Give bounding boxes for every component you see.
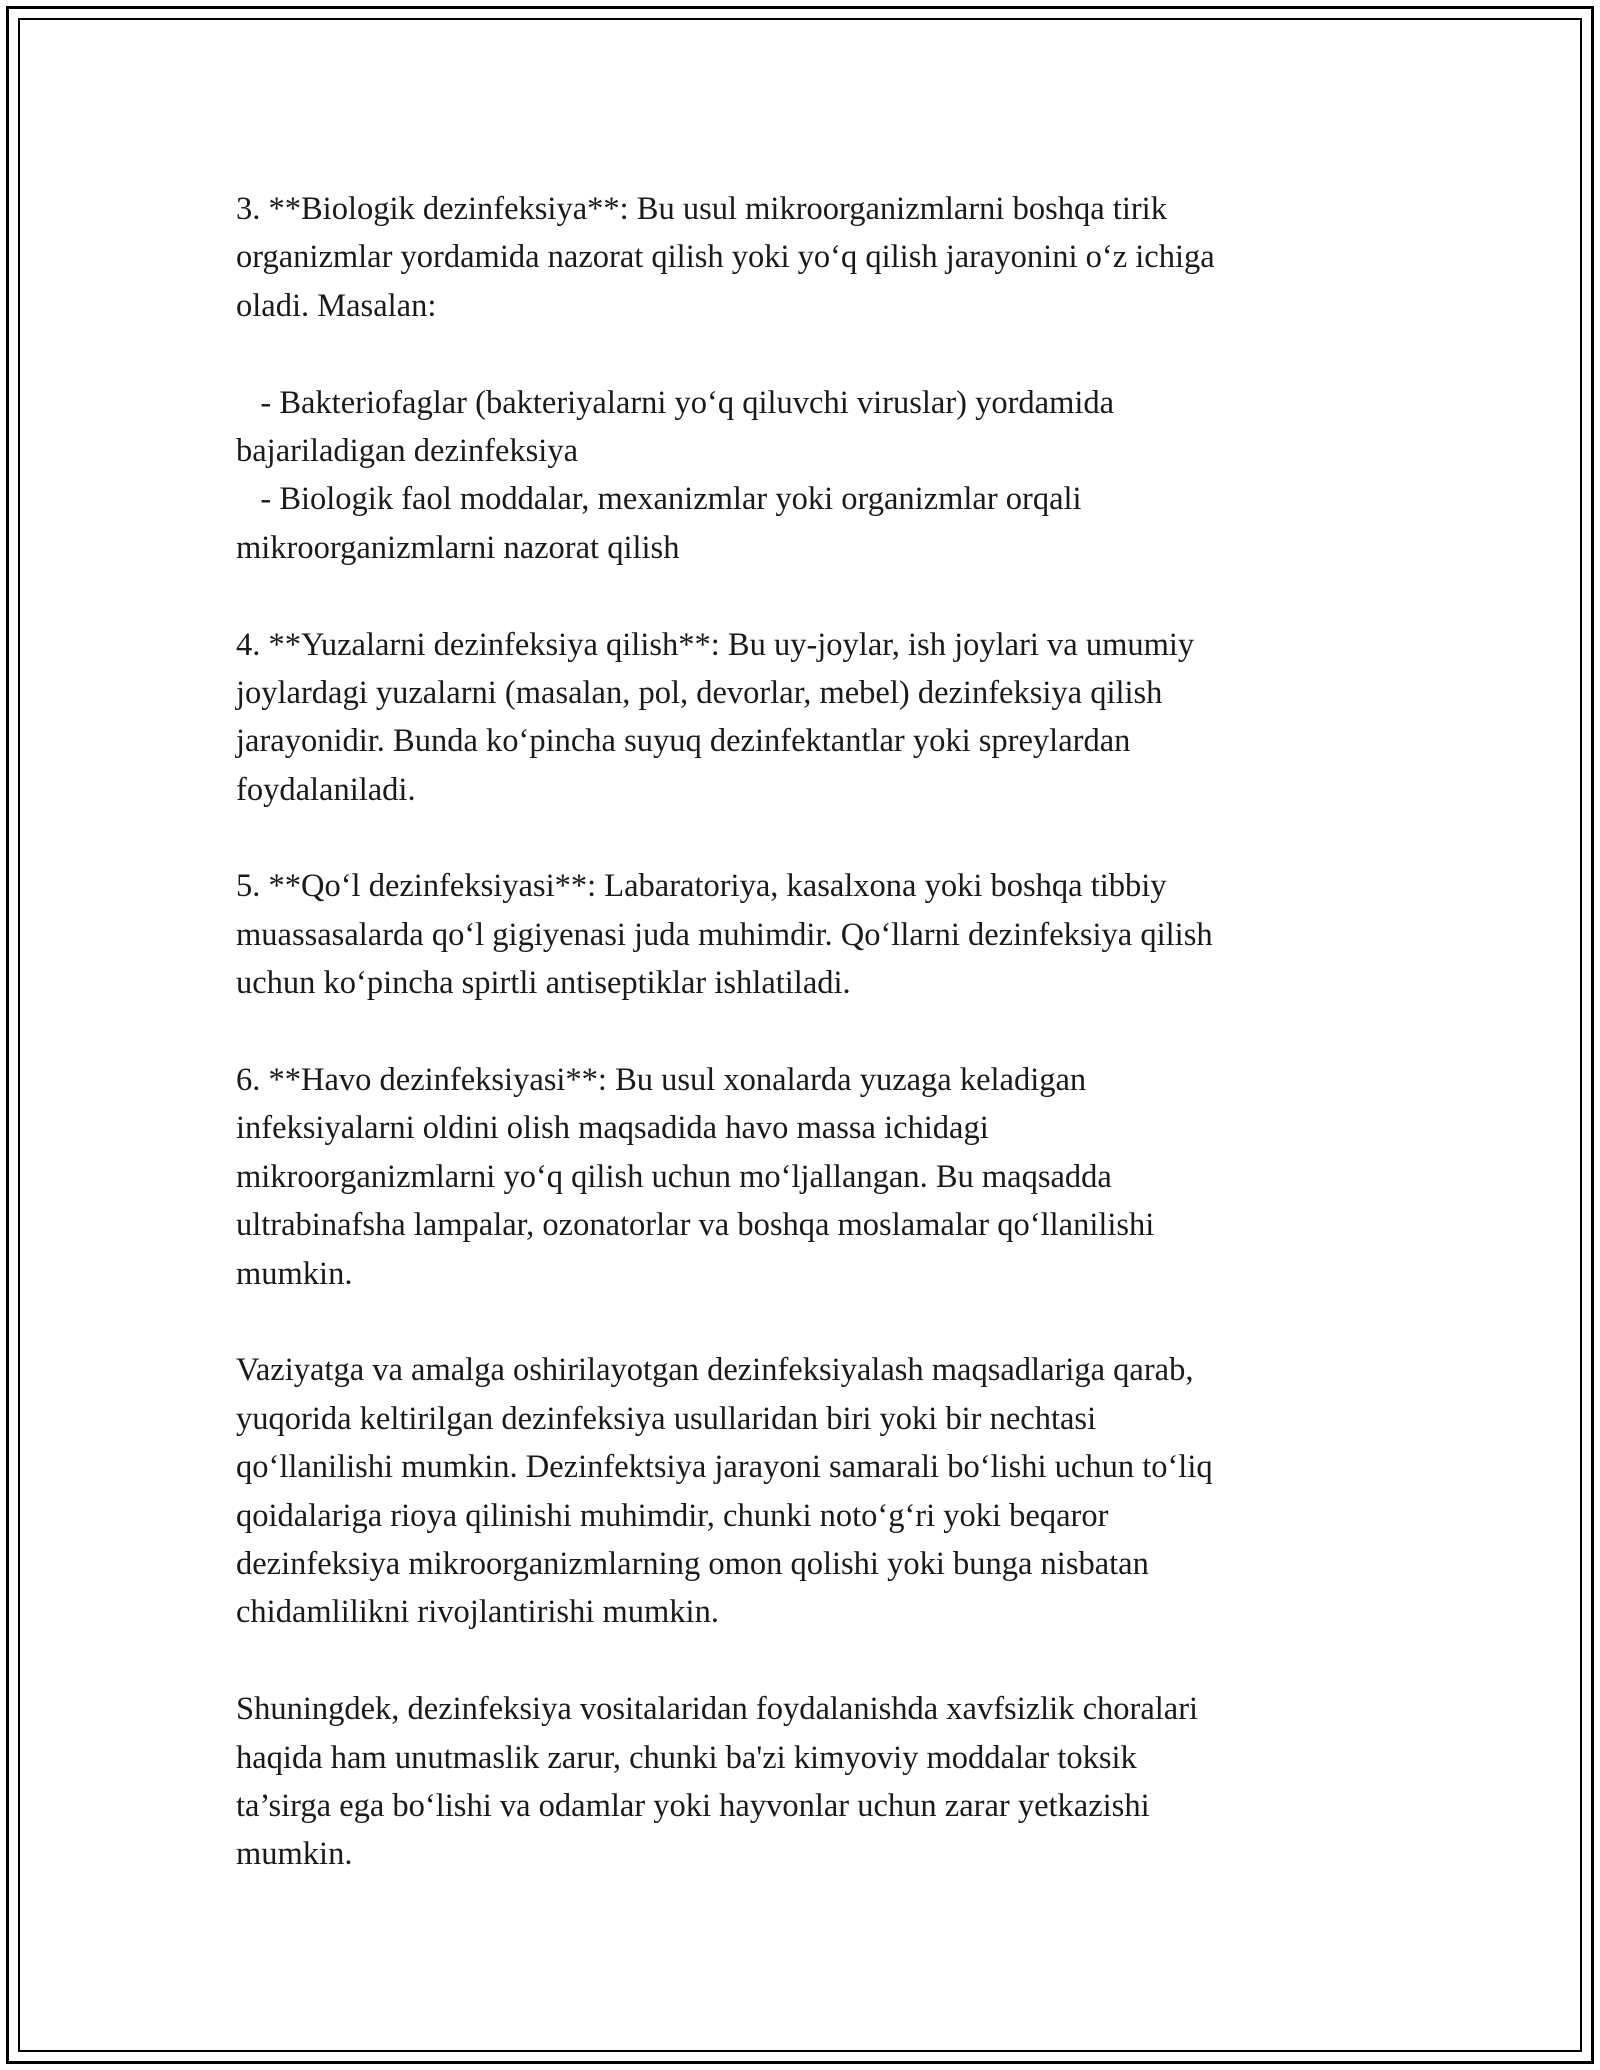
paragraph-spacer bbox=[236, 1637, 1356, 1685]
list-item-line: - Bakteriofaglar (bakteriyalarni yo‘q qiluvchi viruslar) yordamida bbox=[236, 384, 1115, 421]
paragraph-spacer bbox=[236, 330, 1356, 378]
paragraph-item-4 bbox=[236, 621, 1356, 815]
list-item-line: bajariladigan dezinfeksiya bbox=[236, 432, 578, 469]
text-line: Shuningdek, dezinfeksiya vositalaridan foydalanishda xavfsizlik choralari bbox=[236, 1691, 1199, 1728]
text-line: Vaziyatga va amalga oshirilayotgan dezinfeksiyalash maqsadlariga qarab, bbox=[236, 1352, 1194, 1389]
text-line: yuqorida keltirilgan dezinfeksiya usullaridan biri yoki bir nechtasi bbox=[236, 1400, 1097, 1437]
paragraph-conclusion-1 bbox=[236, 1346, 1356, 1636]
text-line: uchun ko‘pincha spirtli antiseptiklar ishlatiladi. bbox=[236, 965, 851, 1002]
text-line: 5. **Qo‘l dezinfeksiyasi**: Labaratoriya, kasalxona yoki boshqa tibbiy bbox=[236, 868, 1167, 905]
text-line: organizmlar yordamida nazorat qilish yoki yo‘q qilish jarayonini o‘z ichiga bbox=[236, 239, 1215, 276]
text-line: 4. **Yuzalarni dezinfeksiya qilish**: Bu uy-joylar, ish joylari va umumiy bbox=[236, 626, 1195, 663]
text-line: foydalaniladi. bbox=[236, 771, 416, 808]
list-item-line: - Biologik faol moddalar, mexanizmlar yoki organizmlar orqali bbox=[236, 481, 1082, 518]
text-line: mumkin. bbox=[236, 1836, 353, 1873]
paragraph-spacer bbox=[236, 572, 1356, 620]
text-line: mikroorganizmlarni yo‘q qilish uchun mo‘ljallangan. Bu maqsadda bbox=[236, 1158, 1112, 1195]
text-line: infeksiyalarni oldini olish maqsadida havo massa ichidagi bbox=[236, 1110, 989, 1147]
paragraph-item-3-list bbox=[236, 379, 1356, 573]
text-line: mumkin. bbox=[236, 1255, 353, 1292]
paragraph-item-3 bbox=[236, 185, 1356, 330]
text-line: 6. **Havo dezinfeksiyasi**: Bu usul xonalarda yuzaga keladigan bbox=[236, 1062, 1087, 1099]
paragraph-spacer bbox=[236, 1298, 1356, 1346]
paragraph-item-5 bbox=[236, 862, 1356, 1007]
list-item-line: mikroorganizmlarni nazorat qilish bbox=[236, 529, 680, 566]
paragraph-spacer bbox=[236, 1008, 1356, 1056]
text-line: joylardagi yuzalarni (masalan, pol, devorlar, mebel) dezinfeksiya qilish bbox=[236, 674, 1163, 711]
text-line: chidamlilikni rivojlantirishi mumkin. bbox=[236, 1594, 719, 1631]
text-line: haqida ham unutmaslik zarur, chunki ba'zi kimyoviy moddalar toksik bbox=[236, 1739, 1137, 1776]
text-line: dezinfeksiya mikroorganizmlarning omon qolishi yoki bunga nisbatan bbox=[236, 1545, 1149, 1582]
text-line: muassasalarda qo‘l gigiyenasi juda muhimdir. Qo‘llarni dezinfeksiya qilish bbox=[236, 916, 1213, 953]
text-line: qo‘llanilishi mumkin. Dezinfektsiya jarayoni samarali bo‘lishi uchun to‘liq bbox=[236, 1449, 1213, 1486]
text-line: ta’sirga ega bo‘lishi va odamlar yoki hayvonlar uchun zarar yetkazishi bbox=[236, 1787, 1150, 1824]
document-body bbox=[236, 185, 1356, 1879]
text-line: ultrabinafsha lampalar, ozonatorlar va boshqa moslamalar qo‘llanilishi bbox=[236, 1207, 1155, 1244]
text-line: 3. **Biologik dezinfeksiya**: Bu usul mikroorganizmlarni boshqa tirik bbox=[236, 191, 1167, 227]
paragraph-item-6 bbox=[236, 1056, 1356, 1298]
text-line: jarayonidir. Bunda ko‘pincha suyuq dezinfektantlar yoki spreylardan bbox=[236, 723, 1131, 760]
text-line: oladi. Masalan: bbox=[236, 287, 437, 324]
text-line: qoidalariga rioya qilinishi muhimdir, chunki noto‘g‘ri yoki beqaror bbox=[236, 1497, 1109, 1534]
paragraph-spacer bbox=[236, 814, 1356, 862]
paragraph-conclusion-2 bbox=[236, 1685, 1356, 1879]
